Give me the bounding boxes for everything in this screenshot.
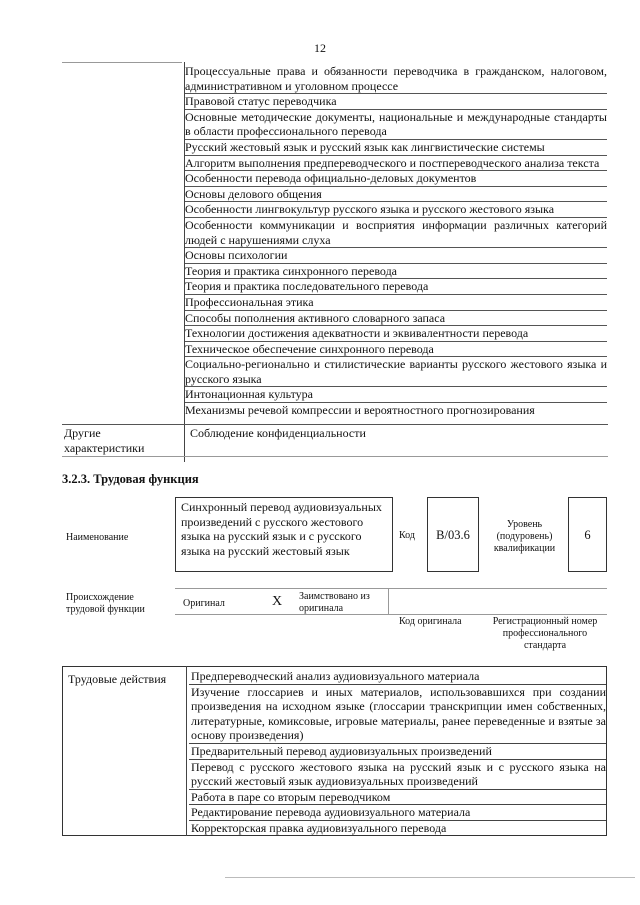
knowledge-item: Способы пополнения активного словарного запаса <box>185 311 607 327</box>
origin-top-rule <box>175 588 607 589</box>
other-characteristics-label: Другие характеристики <box>64 426 145 455</box>
list-item: Перевод с русского жестового языка на русский язык и с русского языка на русский жестовый язык аудиовизуальных произведений <box>191 759 606 789</box>
knowledge-item: Технологии достижения адекватности и эквивалентности перевода <box>185 326 607 342</box>
knowledge-item: Особенности коммуникации и восприятия информации различных категорий людей с нарушениями слуха <box>185 217 607 247</box>
code-value: B/03.6 <box>436 528 470 542</box>
knowledge-item: Механизмы речевой компрессии и вероятностного прогнозирования <box>185 403 535 418</box>
list-item: Редактирование перевода аудиовизуального материала <box>189 805 606 821</box>
knowledge-item: Основные методические документы, национальные и международные стандарты в области профессионального перевода <box>185 109 607 139</box>
list-item: Предпереводческий анализ аудиовизуального материала <box>189 669 606 685</box>
knowledge-item: Основы делового общения <box>185 187 607 203</box>
other-characteristics-value: Соблюдение конфиденциальности <box>190 426 366 440</box>
labor-actions-label: Трудовые действия <box>68 672 167 686</box>
labor-actions-divider <box>186 666 187 836</box>
name-label: Наименование <box>66 532 129 543</box>
origin-bottom-rule <box>175 614 607 615</box>
knowledge-list <box>185 64 607 418</box>
code-label: Код <box>399 530 415 541</box>
knowledge-item: Русский жестовый язык и русский язык как лингвистические системы <box>185 140 607 156</box>
labor-actions-list <box>189 669 606 836</box>
borrowed-label: Заимствовано из оригинала <box>299 591 370 614</box>
level-value: 6 <box>584 528 591 542</box>
knowledge-item: Алгоритм выполнения предпереводческого и постпереводческого анализа текста <box>185 156 607 172</box>
knowledge-item: Особенности лингвокультур русского языка и русского жестового языка <box>185 202 607 218</box>
code-original-label: Код оригинала <box>399 616 462 627</box>
knowledge-item: Социально-регионально и стилистические варианты русского жестового языка и русского языка <box>185 357 607 386</box>
list-item: Корректорская правка аудиовизуального перевода <box>191 820 447 835</box>
knowledge-item: Основы психологии <box>185 248 607 264</box>
other-row-rule <box>62 424 608 425</box>
function-name-value: Синхронный перевод аудиовизуальных произведений с русского жестового языка на русский язык и с русского языка на русский жестовый язык <box>181 500 382 558</box>
origin-label: Происхождение трудовой функции <box>66 592 145 615</box>
list-item: Работа в паре со вторым переводчиком <box>189 790 606 806</box>
knowledge-item: Интонационная культура <box>185 387 607 403</box>
top-left-rule <box>62 62 182 63</box>
knowledge-item: Правовой статус переводчика <box>185 94 607 110</box>
origin-divider <box>388 588 389 614</box>
knowledge-item: Процессуальные права и обязанности переводчика в гражданском, налоговом, административном и уголовном процессе <box>185 64 607 93</box>
original-mark: X <box>272 594 283 609</box>
list-item: Предварительный перевод аудиовизуальных произведений <box>189 744 606 760</box>
section-title: 3.2.3. Трудовая функция <box>62 472 199 486</box>
level-label: Уровень (подуровень) квалификации <box>493 519 556 554</box>
list-item: Изучение глоссариев и иных материалов, использовавшихся при создании произведения на исходном языке (глоссарии транскрипции имен собственных, литературные, комиксовые, игровые материалы, ранее переведенные и взятые за основу произведения) <box>191 684 606 743</box>
other-row-bottom-rule <box>62 456 608 457</box>
reg-number-label: Регистрационный номер профессионального стандарта <box>492 616 598 651</box>
knowledge-item: Теория и практика синхронного перевода <box>185 264 607 280</box>
knowledge-item: Техническое обеспечение синхронного перевода <box>185 342 607 358</box>
bottom-rule <box>225 877 635 878</box>
original-label: Оригинал <box>183 598 225 609</box>
knowledge-item: Теория и практика последовательного перевода <box>185 279 607 295</box>
knowledge-item: Профессиональная этика <box>185 295 607 311</box>
page-number: 12 <box>314 41 326 55</box>
knowledge-item: Особенности перевода официально-деловых документов <box>185 171 607 187</box>
